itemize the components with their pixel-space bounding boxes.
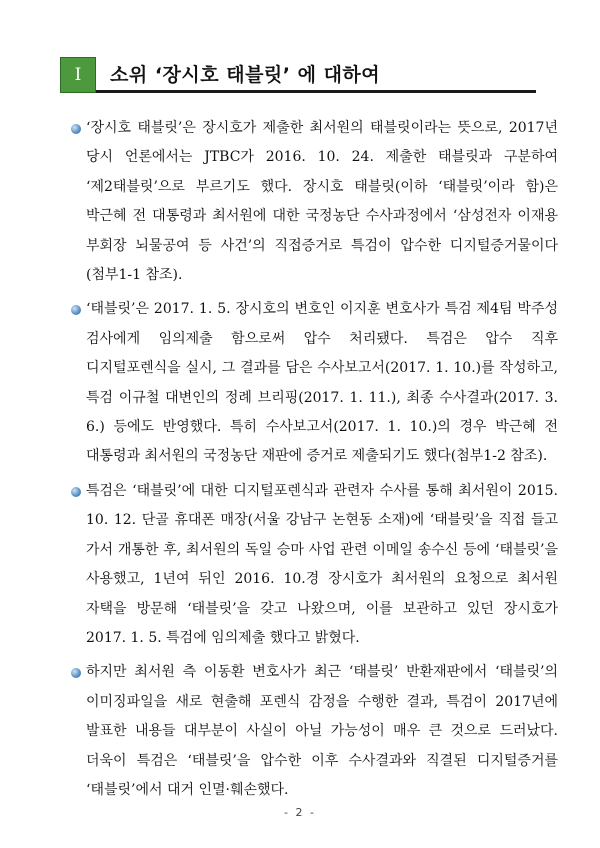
document-body <box>72 114 558 810</box>
section-number-badge: I <box>60 57 96 93</box>
paragraph-text: ‘장시호 태블릿’은 장시호가 제출한 최서원의 태블릿이라는 뜻으로, 2017년 당시 언론에서는 JTBC가 2016. 10. 24. 제출한 태블릿과 구분하여 ‘제2태블릿’으로 부르기도 했다. 장시호 태블릿(이하 ‘태블릿’이라 함)은 박근혜 전 대통령과 최서원에 대한 국정농단 수사과정에서 ‘삼성전자 이재용 부회장 뇌물공여 등 사건’의 직접증거로 특검이 압수한 디지털증거물이다(첨부1-1 참조). <box>86 120 558 284</box>
paragraph <box>72 658 558 805</box>
bullet-icon <box>71 668 81 678</box>
paragraph-text: 하지만 최서원 측 이동환 변호사가 최근 ‘태블릿’ 반환재판에서 ‘태블릿’의 이미징파일을 새로 현출해 포렌식 감정을 수행한 결과, 특검이 2017년에 발표한 내용들 대부분이 사실이 아닐 가능성이 매우 큰 것으로 드러났다. 더욱이 특검은 ‘태블릿’을 압수한 이후 수사결과와 직결된 디지털증거를 ‘태블릿’에서 대거 인멸·훼손했다. <box>86 664 558 798</box>
paragraph <box>72 295 558 471</box>
paragraph-text: 특검은 ‘태블릿’에 대한 디지털포렌식과 관련자 수사를 통해 최서원이 2015. 10. 12. 단골 휴대폰 매장(서울 강남구 논현동 소재)에 ‘태블릿’을 직접 들고 가서 개통한 후, 최서원의 독일 승마 사업 관련 이메일 송수신 등에 ‘태블릿’을 사용했고, 1년여 뒤인 2016. 10.경 장시호가 최서원의 요청으로 최서원 자택을 방문해 ‘태블릿’을 갖고 나왔으며, 이를 보관하고 있던 장시호가 2017. 1. 5. 특검에 임의제출 했다고 밝혔다. <box>86 482 558 646</box>
section-title: 소위 ‘장시호 태블릿’ 에 대하여 <box>96 57 536 93</box>
bullet-icon <box>71 124 81 134</box>
paragraph-text: ‘태블릿’은 2017. 1. 5. 장시호의 변호인 이지훈 변호사가 특검 제4팀 박주성 검사에게 임의제출 함으로써 압수 처리됐다. 특검은 압수 직후 디지털포렌식을 실시, 그 결과를 담은 수사보고서(2017. 1. 10.)를 작성하고, 특검 이규철 대변인의 정례 브리핑(2017. 1. 11.), 최종 수사결과(2017. 3. 6.) 등에도 반영했다. 특히 수사보고서(2017. 1. 10.)의 경우 박근혜 전 대통령과 최서원의 국정농단 재판에 증거로 제출되기도 했다(첨부1-2 참조). <box>86 301 558 465</box>
paragraph <box>72 477 558 653</box>
bullet-icon <box>71 487 81 497</box>
paragraph <box>72 114 558 290</box>
page-number: - 2 - <box>284 806 316 819</box>
bullet-icon <box>71 305 81 315</box>
section-header <box>60 57 536 93</box>
